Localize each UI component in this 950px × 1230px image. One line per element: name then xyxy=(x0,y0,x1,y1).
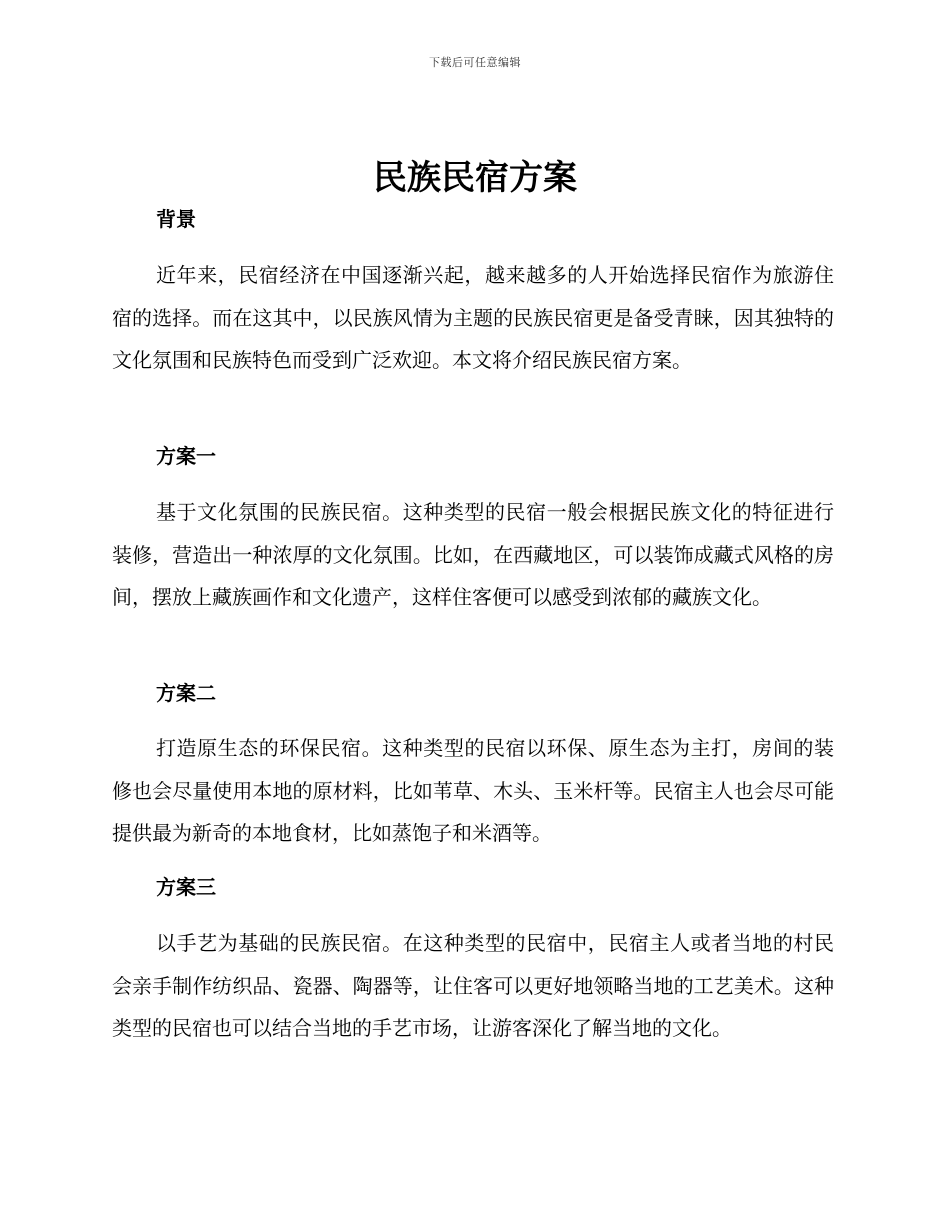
document-title: 民族民宿方案 xyxy=(373,158,577,198)
section-body-plan-1: 基于文化氛围的民族民宿。这种类型的民宿一般会根据民族文化的特征进行装修，营造出一种浓厚的文化氛围。比如，在西藏地区，可以装饰成藏式风格的房间，摆放上藏族画作和文化遗产，这样住客便可以感受到浓郁的藏族文化。 xyxy=(112,500,834,609)
section-heading-plan-3: 方案三 xyxy=(156,875,216,899)
section-body-plan-2: 打造原生态的环保民宿。这种类型的民宿以环保、原生态为主打，房间的装修也会尽量使用本地的原材料，比如苇草、木头、玉米杆等。民宿主人也会尽可能提供最为新奇的本地食材，比如蒸饱子和米酒等。 xyxy=(112,736,834,845)
section-heading-plan-2: 方案二 xyxy=(156,681,216,705)
page-header-note: 下载后可任意编辑 xyxy=(429,56,521,69)
section-heading-plan-1: 方案一 xyxy=(156,444,216,468)
section-body-background: 近年来，民宿经济在中国逐渐兴起，越来越多的人开始选择民宿作为旅游住宿的选择。而在这其中，以民族风情为主题的民族民宿更是备受青睐，因其独特的文化氛围和民族特色而受到广泛欢迎。本文将介绍民族民宿方案。 xyxy=(112,263,834,372)
section-heading-background: 背景 xyxy=(156,207,196,231)
section-body-plan-3: 以手艺为基础的民族民宿。在这种类型的民宿中，民宿主人或者当地的村民会亲手制作纺织品、瓷器、陶器等，让住客可以更好地领略当地的工艺美术。这种类型的民宿也可以结合当地的手艺市场，让游客深化了解当地的文化。 xyxy=(112,931,834,1040)
